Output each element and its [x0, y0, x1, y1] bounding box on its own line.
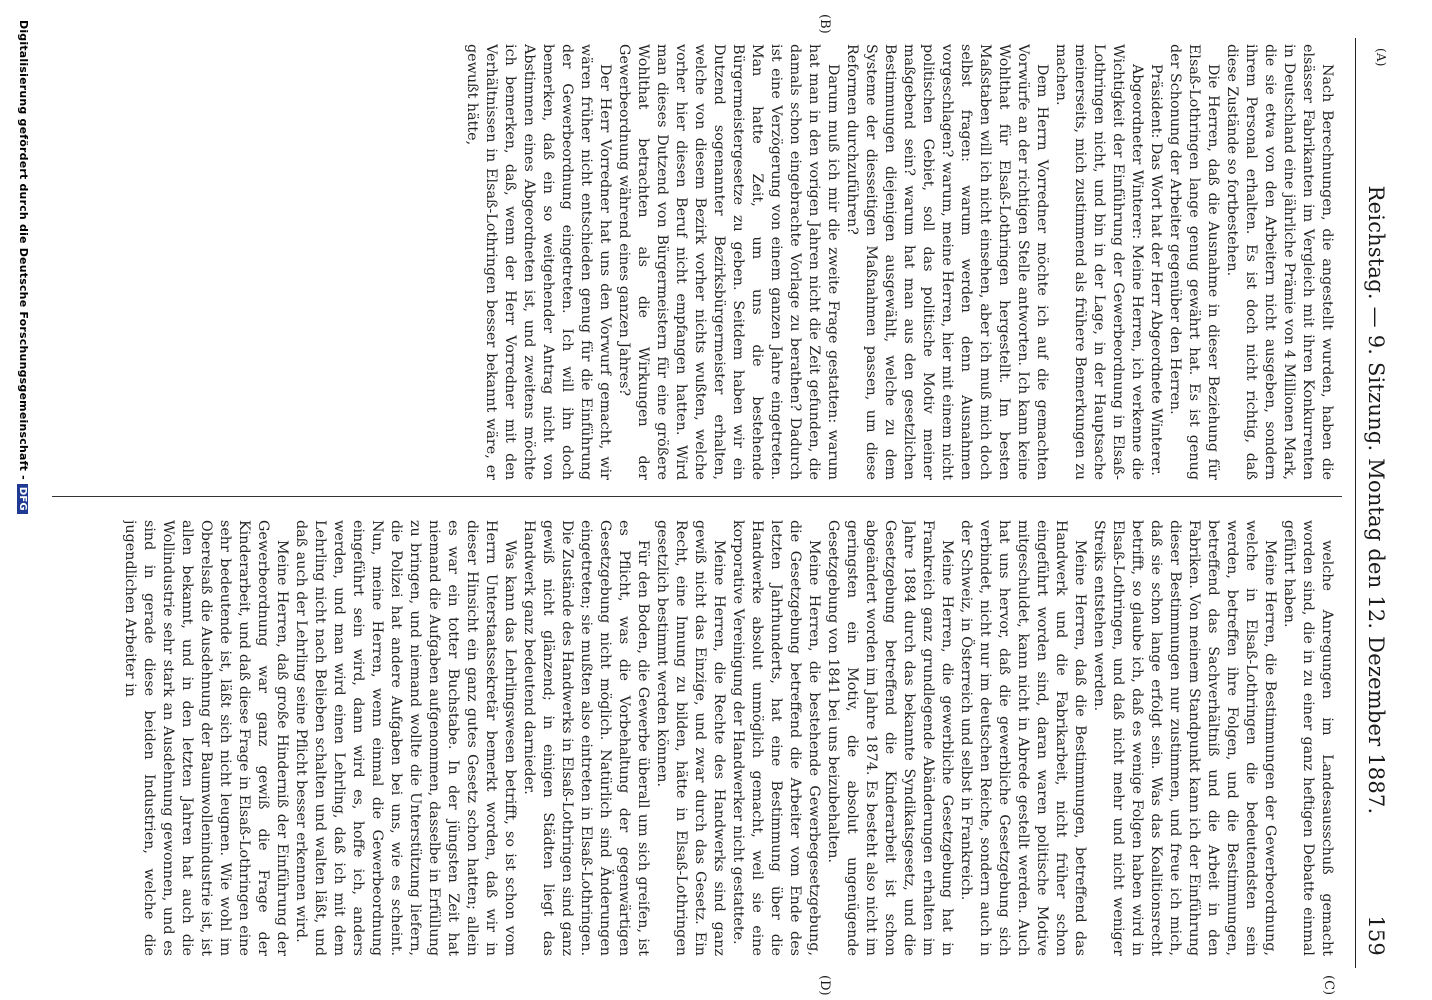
paragraph: Nach Berechnungen, die angestellt wurden, haben die elsässer Fabrikanten im Vergleich mit ihren Konkurrenten in Deutschland eine jährliche Prämie von 4 Millionen Mark, die sie etwa von den Arbeitern nicht ausgeben, sondern ihrem Personal erhalten. Es ist doch nicht richtig, daß diese Zustände so fortbestehen.: [1224, 44, 1335, 480]
column-divider: [52, 496, 1342, 497]
paragraph: Die Herren, daß die Ausnahme in dieser Beziehung für Elsaß-Lothringen lange genug gewährt hat. Es ist genug der Schonung der Arbeiter gegenüber den Herren.: [1167, 44, 1221, 480]
margin-marker-d: (D): [817, 975, 832, 996]
paragraph: welche Anregungen im Landesausschuß gemacht worden sind, die in zu einer ganz heftigen Debatte einmal geführt haben.: [1281, 520, 1335, 956]
paragraph: Was kann das Lehrlingswesen betrifft, so ist schon vom Herrn Unterstaatssekretär bemerkt worden, daß wir in dieser Hinsicht ein ganz gutes Gesetz schon hatten; allein es war ein totter Buchstabe. In der jüngsten Zeit hat niemand die Aufgaben aufgenommen, dasselbe in Erfüllung zu bringen, und niemand wollte die Unterstützung liefern, die Polizei hat andere Aufgaben bei uns, wie es scheint. Nun, meine Herren, wenn einmal die Gewerbeordnung eingeführt sein wird, dann wird es, hoffe ich, anders werden, und man wird einen Lehrling, daß ich mit dem Lehrling nicht nach Belieben schalten und walten läßt, und daß auch der Lehrling seine Pflicht besser erkennen wird.: [293, 520, 518, 956]
header-rule: [1355, 38, 1356, 968]
paragraph: Abgeordneter Winterer: Meine Herren, ich verkenne die Wichtigkeit der Einführung der Gewerbeordnung in Elsaß-Lothringen nicht, und bin in der Lage, in der Hauptsache meinerseits, mich zustimmend als frühere Bemerkungen zu machen.: [1053, 44, 1145, 480]
page-header-title: Reichstag. — 9. Sitzung. Montag den 12. Dezember 1887.: [1364, 185, 1388, 815]
page-number: 159: [1364, 915, 1388, 956]
margin-marker-b: (B): [817, 14, 832, 34]
paragraph: Meine Herren, daß die Bestimmungen, betreffend das Handwerk und die Fabrikarbeit, nicht früher schon eingeführt worden sind, daran waren politische Motive mitgeschuldet, kann nicht in Abrede gestellt werden. Auch hat uns hervor, daß die gewerbliche Gesetzgebung sich verbindet, nicht nur im deutschen Reiche, sondern auch in der Schweiz, in Österreich und selbst in Frankreich.: [958, 520, 1088, 956]
margin-marker-c: (C): [1321, 975, 1336, 996]
paragraph: Meine Herren, die bestehende Gewerbegesetzgebung, die Gesetzgebung betreffend die Arbeiter vom Ende des letzten Jahrhunderts, hat eine Bestimmung über die Handwerke absolut unmöglich gemacht, weil sie eine korporative Vereinigung der Handwerker nicht gestattete.: [730, 520, 822, 956]
paragraph: Meine Herren, die Rechte des Handwerks sind ganz gewiß nicht das Einzige, und zwar durch das Gesetz. Ein Recht, eine Innung zu bilden, hätte in Elsaß-Lothringen gesetzlich bestimmt werden können.: [654, 520, 727, 956]
paragraph: Meine Herren, daß große Hinderniß der Einführung der Gewerbeordnung war ganz gewiß die Frage der Kinderarbeit, und daß diese Frage in Elsaß-Lothringen eine sehr bedeutende ist, läßt sich nicht leugnen. Wie wohl im Oberelsaß die Ausdehnung der Baumwollenindustrie ist, ist allen bekannt, und in den letzten Jahren hat auch die Wollindustrie sehr stark an Ausdehnung gewonnen, und es sind in gerade diese beiden Industrien, welche die jugendlichen Arbeiter in: [122, 520, 290, 956]
right-text-column: [56, 520, 1336, 956]
paragraph: Für den Boden, die Gewerbe überall um sich greifen, ist es Pflicht, was die Vorbehaltung der gegenwärtigen Gesetzgebung nicht möglich. Natürlich sind Änderungen eingetreten; sie mußten also eintreten in Elsaß-Lothringen. Die Zustände des Handwerks in Elsaß-Lothringen sind ganz gewiß nicht glänzend; in einigen Städten liegt das Handwerk ganz bedeutend darnieder.: [521, 520, 651, 956]
paragraph: Der Herr Vorredner hat uns den Vorwurf gemacht, wir wären früher nicht entschieden genug für die Einführung der Gewerbeordnung eingetreten. Ich will ihn doch bemerken, daß ein so weitgehender Antrag nicht von Abstimmen eines Abgeordneten ist, und zweitens möchte ich bemerken, daß, wenn der Herr Vorredner mit den Verhältnissen in Elsaß-Lothringen besser bekannt wäre, er gewußt hätte,: [464, 44, 613, 480]
margin-marker-a: (A): [1374, 48, 1388, 67]
paragraph: Präsident: Das Wort hat der Herr Abgeordnete Winterer.: [1148, 64, 1164, 476]
paragraph: Meine Herren, die Bestimmungen der Gewerbeordnung, welche in Elsaß-Lothringen die bedeutendsten sein werden, betreffen ihre Folgen, und die Bestimmungen, betreffend das Sachverhältniß und die Arbeit in den Fabriken. Von meinem Standpunkt kann ich der Einführung dieser Bestimmungen nur zustimmen, und freue ich mich, daß sie schon lange erfolgt sein. Was das Koalitionsrecht betrifft, so glaube ich, daß es wenige Folgen haben wird in Elsaß-Lothringen, und daß nicht mehr und nicht weniger Streiks entstehen werden.: [1091, 520, 1278, 956]
paragraph: Meine Herren, die gewerbliche Gesetzgebung hat in Frankreich ganz grundlegende Abänderungen erhalten im Jahre 1884 durch das bekannte Syndikatsgesetz, und die Gesetzgebung betreffend die Kinderarbeit ist schon abgeändert worden im Jahre 1874. Es besteht also nicht im geringsten ein Motiv, die absolut ungenügende Gesetzgebung von 1841 bei uns beizubehalten.: [825, 520, 955, 956]
paragraph: Darum muß ich mir die zweite Frage gestatten: warum hat man in den vorigen Jahren nicht die Zeit gefunden, die damals schon eingebrachte Vorlage zu berathen? Dadurch ist eine Verzögerung von einem ganzen Jahre eingetreten. Man hatte Zeit, um uns die bestehende Bürgermeistergesetze zu geben. Seitdem haben wir ein Dutzend sogenannter Bezirksbürgermeister erhalten, welche von diesem Bezirk vorher nichts wußten, welche vorher hier diesen Beruf nicht empfangen hatten. Wird man dieses Dutzend von Bürgermeistern für eine größere Wohlthat betrachten als die Wirkungen der Gewerbeordnung während eines ganzen Jahres?: [616, 44, 841, 480]
dfg-logo: DFG: [17, 484, 28, 514]
paragraph: Dem Herrn Vorredner möchte ich auf die gemachten Vorwürfe an der richtigen Stelle antworten. Ich kann keine Wohlthat für Elsaß-Lothringen hergestellt. Im besten Maßstaben will ich nicht einsehen, aber ich muß mich doch selbst fragen: warum werden denn Ausnahmen vorgeschlagen? warum, meine Herren, hier mit einem nicht politischen Gebiet, soll das politische Motiv meiner maßgebend sein? warum hat man aus den gesetzlichen Bestimmungen diejenigen ausgewählt, welche zu dem Systeme der diesseitigen Maßnahmen passen, um diese Reformen durchzuführen?: [844, 44, 1050, 480]
digitization-note-text: Digitalisierung gefördert durch die Deutsche Forschungsgemeinschaft -: [17, 20, 30, 480]
left-text-column: [56, 44, 1336, 480]
digitization-note: [17, 20, 30, 514]
